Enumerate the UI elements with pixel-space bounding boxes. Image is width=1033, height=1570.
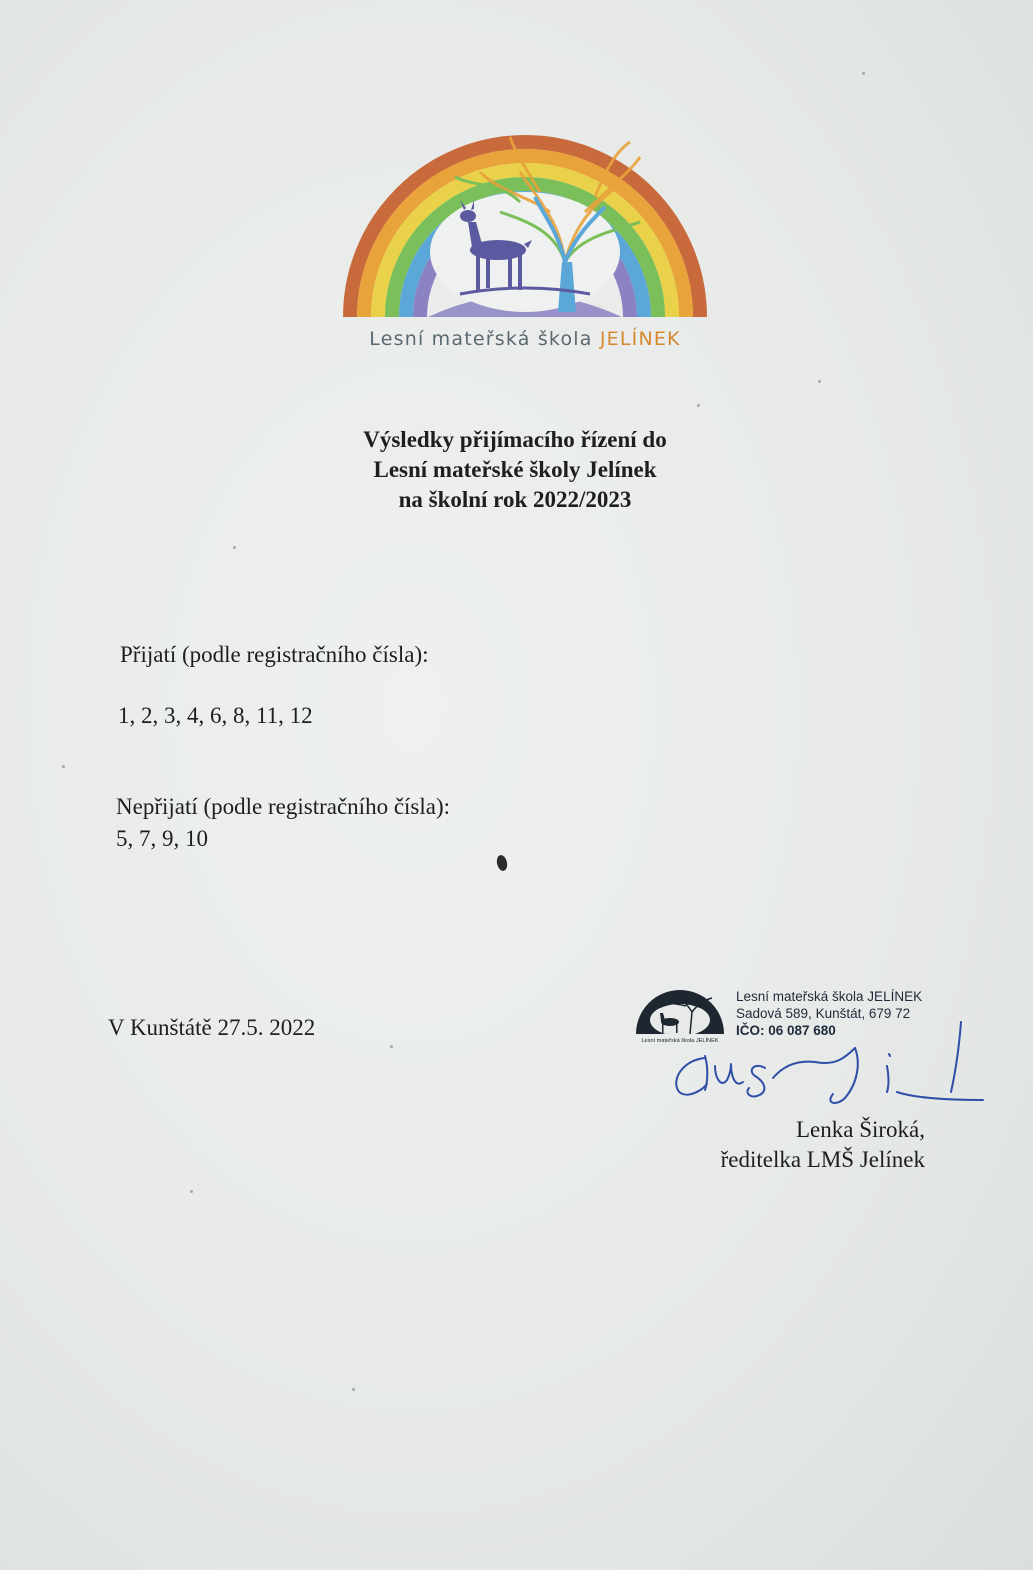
title-line-2: Lesní mateřské školy Jelínek [373,457,657,482]
signer-block [721,1115,925,1175]
speck [697,404,700,407]
stamp-address: Sadová 589, Kunštát, 679 72 [736,1006,911,1021]
place-date: V Kunštátě 27.5. 2022 [108,1015,316,1040]
logo-caption [340,328,710,350]
speck [190,1190,193,1193]
logo-caption-prefix: Lesní mateřská škola [369,328,600,350]
title-line-1: Výsledky přijímacího řízení do [363,427,667,452]
rejected-label: Nepřijatí (podle registračního čísla): [116,794,451,819]
stamp-logo-caption: Lesní mateřská škola JELÍNEK [641,1038,719,1044]
ink-dot [495,854,508,872]
rejected-numbers: 5, 7, 9, 10 [116,826,208,851]
signer-role: ředitelka LMŠ Jelínek [720,1147,925,1172]
accepted-numbers: 1, 2, 3, 4, 6, 8, 11, 12 [118,703,313,728]
document-title [250,425,780,515]
speck [818,380,821,383]
stamp-name: Lesní mateřská škola JELÍNEK [736,989,923,1004]
speck [62,765,65,768]
speck [862,72,865,75]
speck [390,1045,393,1048]
logo-caption-accent: JELÍNEK [599,328,681,350]
speck [352,1388,355,1391]
title-line-3: na školní rok 2022/2023 [398,487,632,512]
speck [233,546,236,549]
stamp-ico: IČO: 06 087 680 [736,1023,836,1038]
handwritten-signature [665,1018,995,1108]
accepted-label: Přijatí (podle registračního čísla): [120,642,429,667]
school-logo [340,112,710,322]
signer-name: Lenka Široká, [795,1117,925,1142]
